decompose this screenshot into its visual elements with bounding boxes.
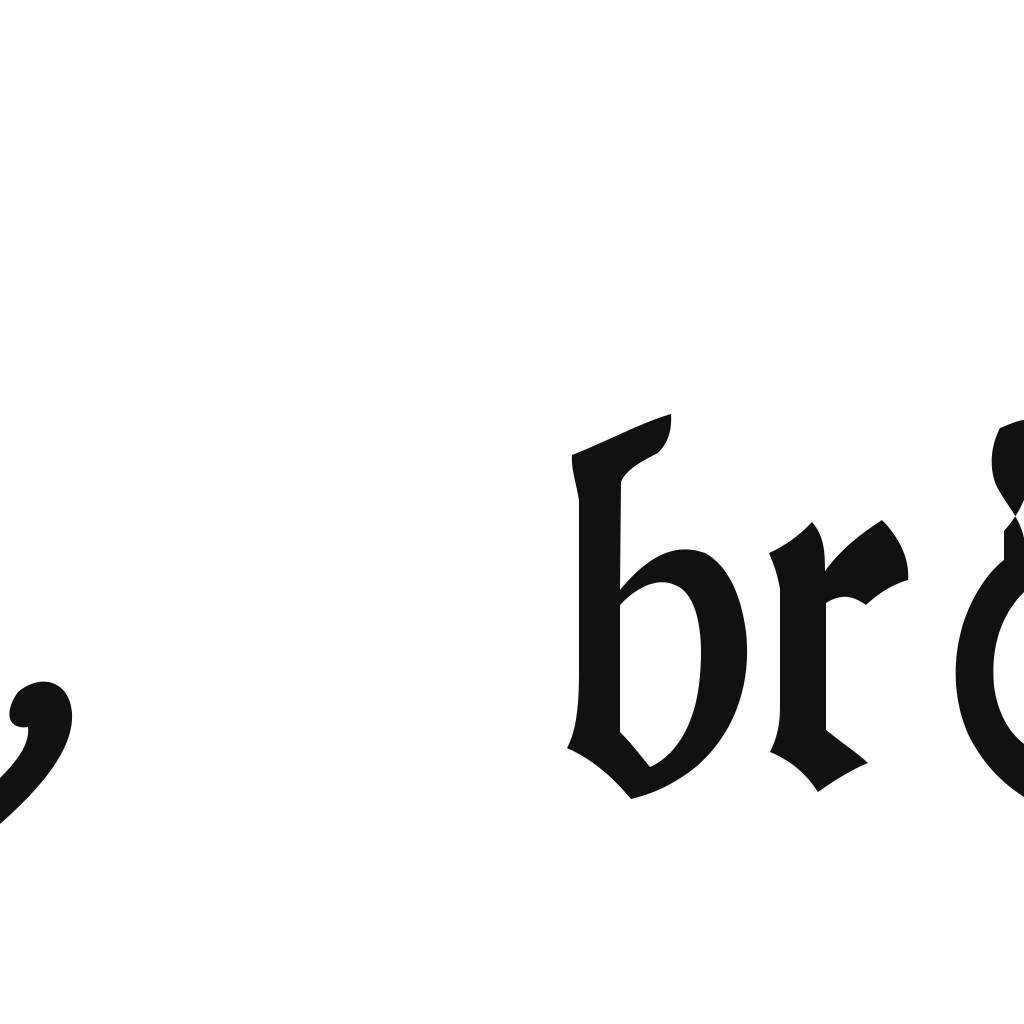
comma-glyph xyxy=(0,682,72,824)
letter-b-glyph xyxy=(567,414,747,799)
letter-r-glyph xyxy=(769,520,908,792)
letter-d-partial-glyph xyxy=(956,420,1024,797)
